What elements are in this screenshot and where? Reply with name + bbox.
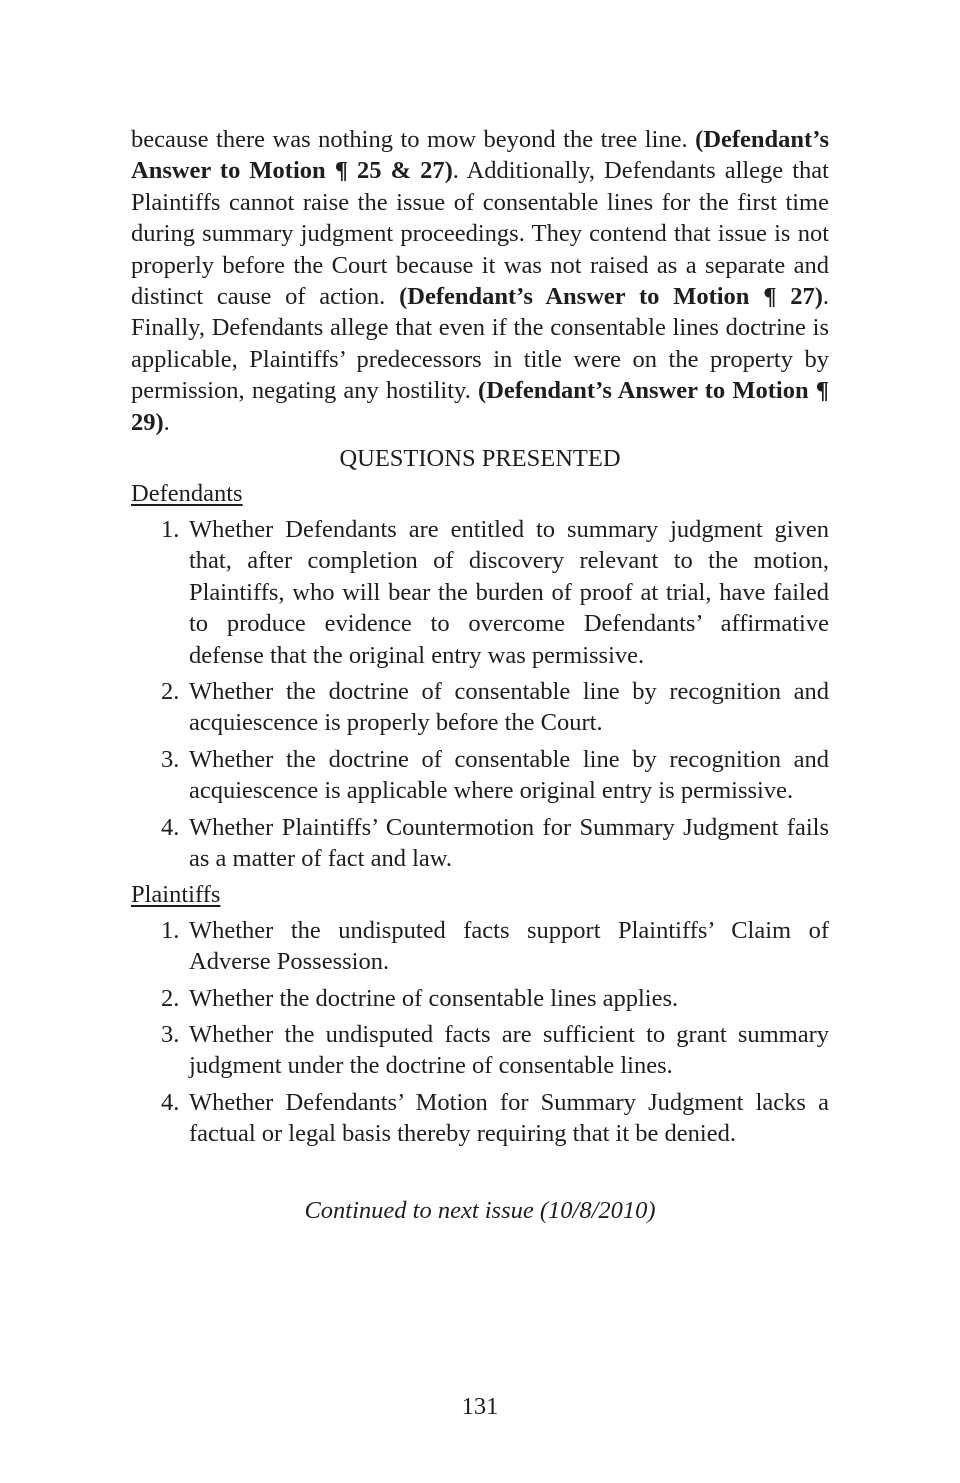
plaintiffs-question-list <box>131 915 829 1150</box>
plaintiffs-subheading: Plaintiffs <box>131 881 221 909</box>
intro-paragraph <box>131 124 829 438</box>
list-item <box>131 812 829 875</box>
citation-2: (Defendant’s Answer to Motion ¶ 27) <box>399 283 823 311</box>
item-text: Whether Plaintiffs’ Countermotion for Summary Judgment fails as a matter of fact and law. <box>189 813 829 872</box>
list-item <box>131 1019 829 1082</box>
intro-text-4: . <box>163 408 170 436</box>
item-text: Whether Defendants are entitled to summary judgment given that, after completion of discovery relevant to the motion, Plaintiffs, who will bear the burden of proof at trial, have failed to produce evidence to overcome Defendants’ affirmative defense that the original entry was permissive. <box>189 515 829 669</box>
intro-text-2: . Additionally, Defendants allege that Plaintiffs cannot raise the issue of consentable lines for the first time during summary judgment proceedings. They contend that issue is not properly before the Court because it was not raised as a separate and distinct cause of action. <box>131 157 829 311</box>
item-text: Whether the undisputed facts are sufficient to grant summary judgment under the doctrine of consentable lines. <box>189 1020 829 1080</box>
item-number: 2. <box>161 677 180 705</box>
item-number: 3. <box>161 745 180 773</box>
list-item <box>131 1087 829 1150</box>
item-text: Whether the undisputed facts support Plaintiffs’ Claim of Adverse Possession. <box>189 916 829 976</box>
list-item <box>131 983 829 1014</box>
list-item <box>131 915 829 978</box>
list-item <box>131 744 829 807</box>
intro-text-1: because there was nothing to mow beyond the tree line. <box>131 126 696 153</box>
list-item <box>131 514 829 671</box>
item-text: Whether Defendants’ Motion for Summary Judgment lacks a factual or legal basis thereby requiring that it be denied. <box>189 1088 829 1148</box>
page-number: 131 <box>461 1393 499 1420</box>
item-number: 4. <box>161 813 180 841</box>
item-text: Whether the doctrine of consentable line by recognition and acquiescence is properly before the Court. <box>189 677 829 737</box>
citation-3: (Defendant’s Answer to Motion ¶ 29) <box>131 377 829 436</box>
item-number: 1. <box>161 515 180 543</box>
list-item <box>131 676 829 739</box>
continued-note: Continued to next issue (10/8/2010) <box>304 1197 656 1224</box>
item-number: 3. <box>161 1020 180 1048</box>
item-text: Whether the doctrine of consentable lines applies. <box>189 984 679 1012</box>
item-number: 2. <box>161 984 180 1012</box>
item-text: Whether the doctrine of consentable line by recognition and acquiescence is applicable where original entry is permissive. <box>189 745 829 805</box>
item-number: 4. <box>161 1088 180 1116</box>
defendants-subheading: Defendants <box>131 480 243 508</box>
intro-text-3: . Finally, Defendants allege that even if the consentable lines doctrine is applicable, Plaintiffs’ predecessors in title were on the property by permission, negating any hostility. <box>131 283 829 405</box>
page-body <box>131 124 829 1155</box>
citation-1: (Defendant’s Answer to Motion ¶ 25 & 27) <box>131 126 829 185</box>
defendants-question-list <box>131 514 829 874</box>
item-number: 1. <box>161 916 180 944</box>
section-heading: QUESTIONS PRESENTED <box>339 445 621 473</box>
